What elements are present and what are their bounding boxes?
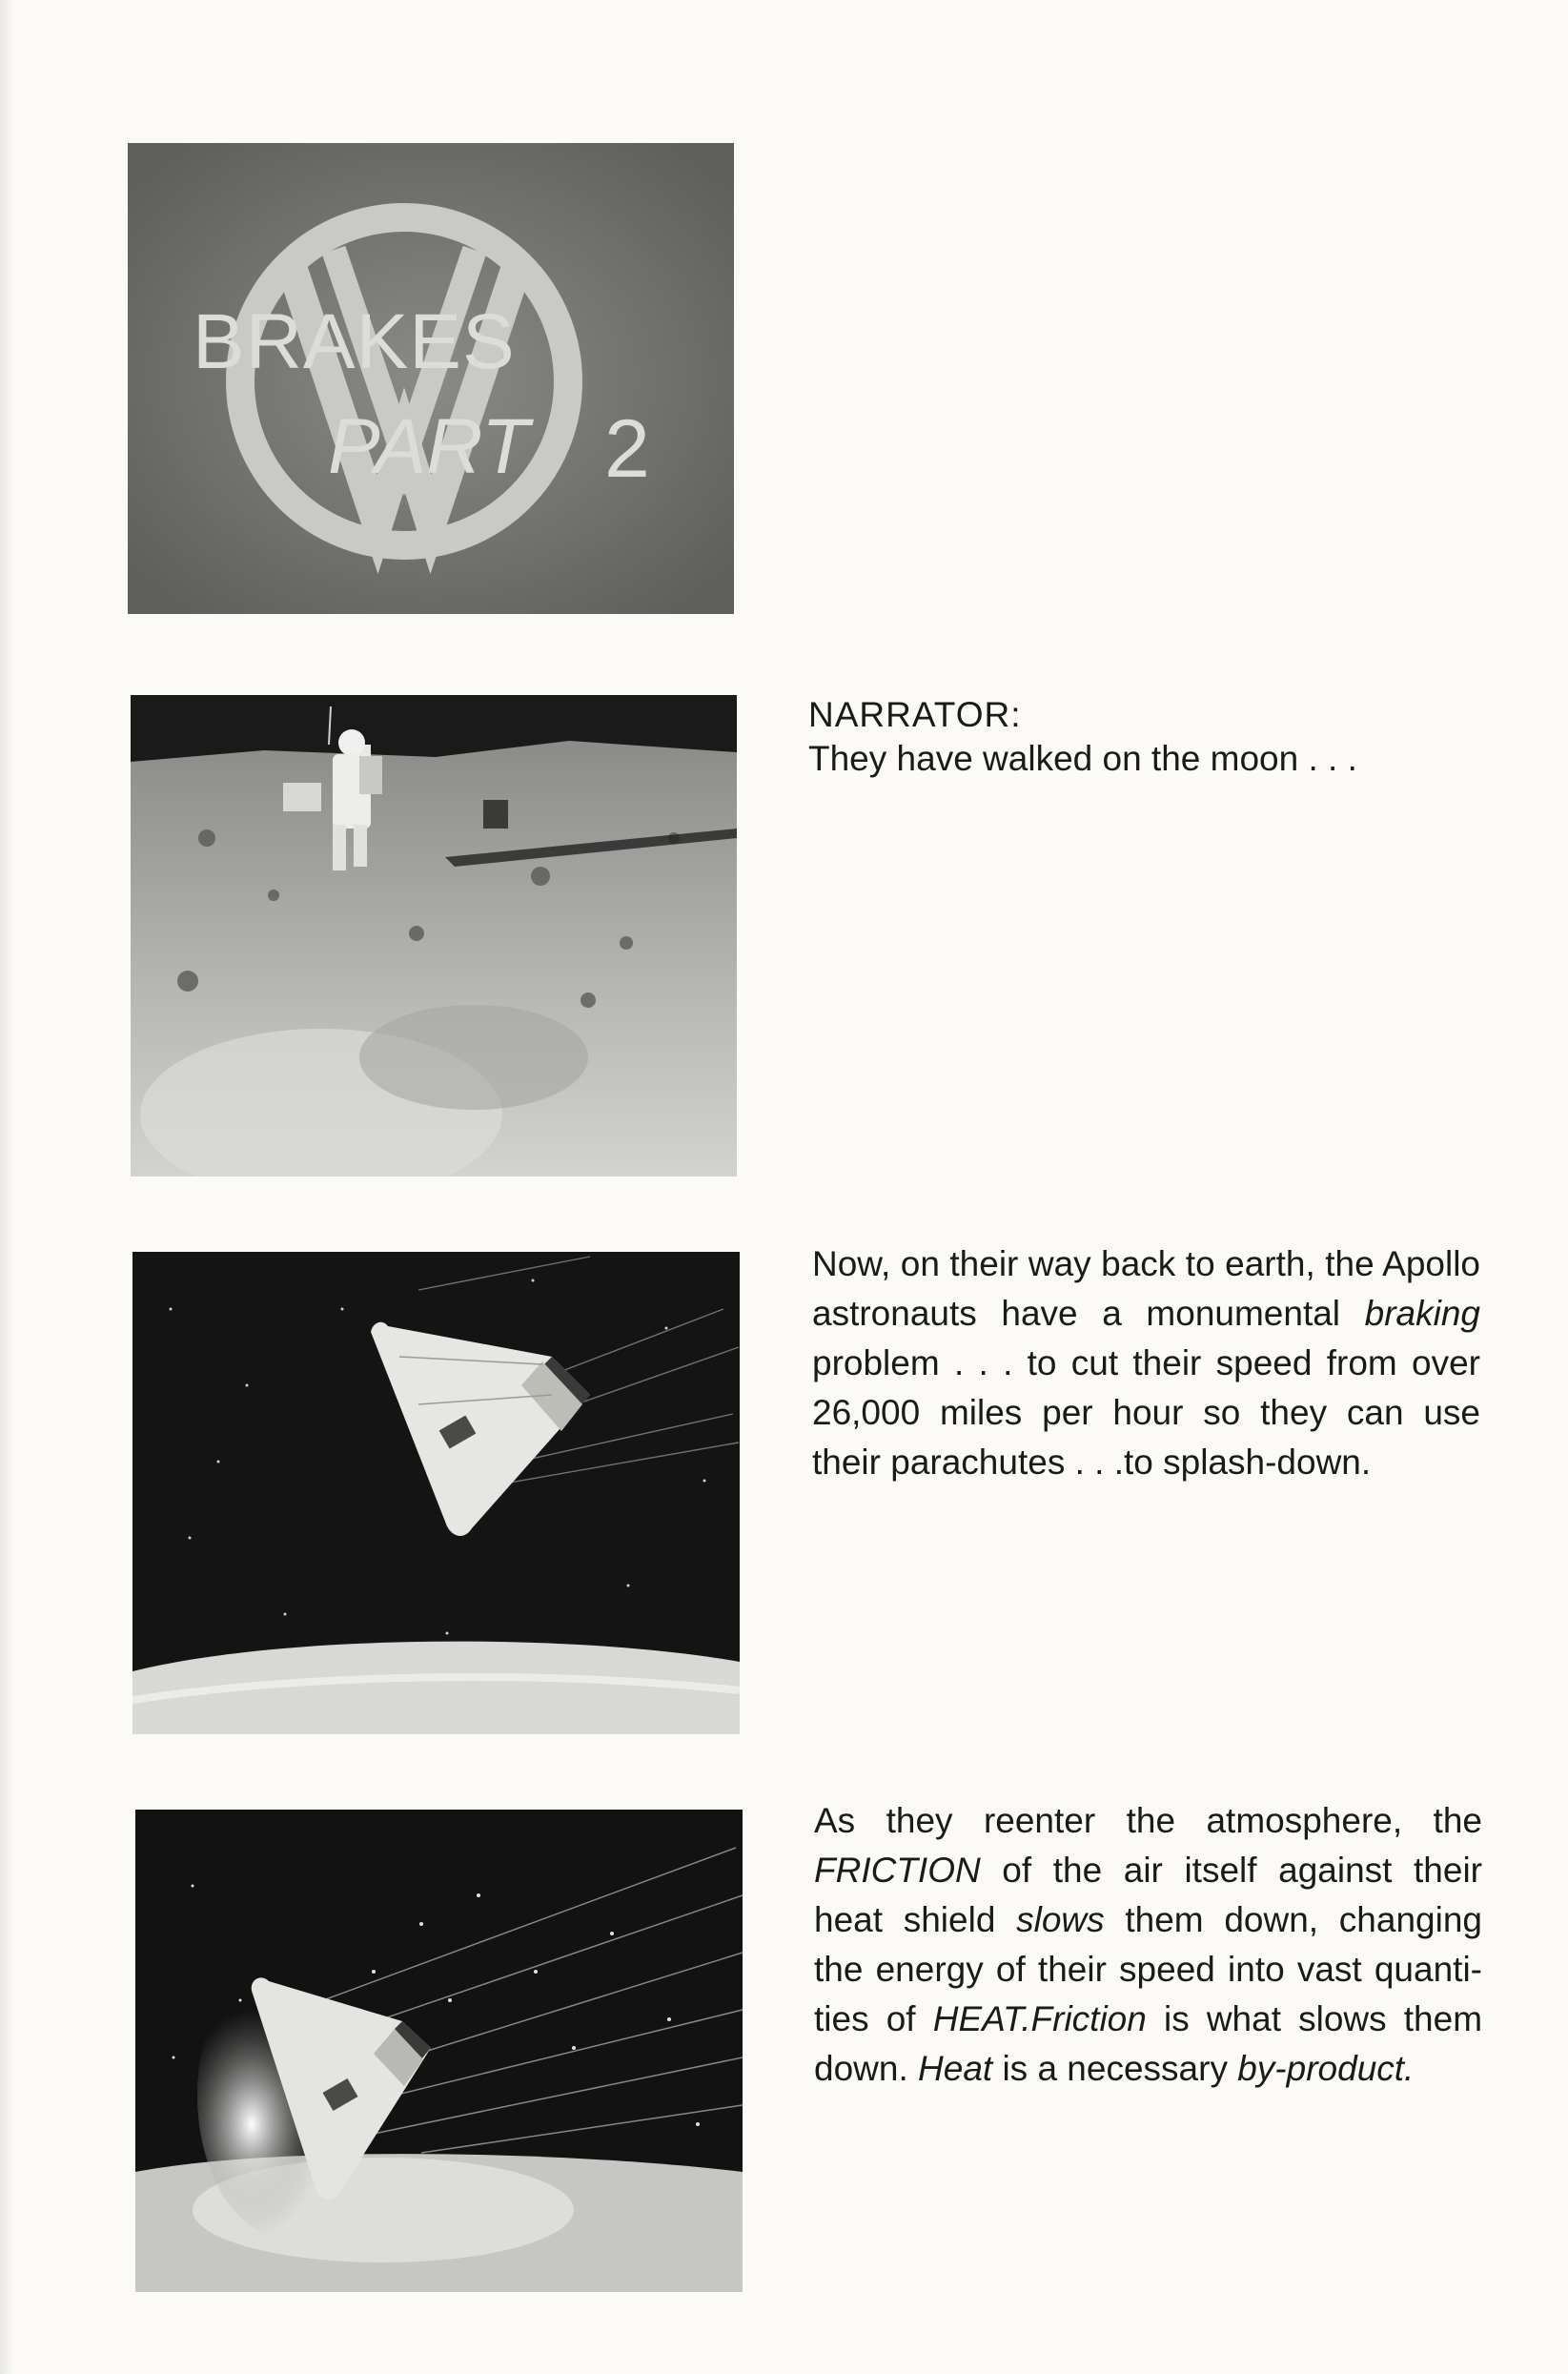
reentry-frame-illustration — [135, 1810, 743, 2292]
friction-text-5: is a necessary — [1002, 2049, 1228, 2088]
friction-em-friction: FRICTION — [814, 1851, 981, 1890]
moon-caption: They have walked on the moon . . . — [808, 739, 1357, 778]
reentry-text-2: problem . . . to cut their speed from over 26,000 miles per hour so they can use their parachutes . . .to splash-down. — [812, 1343, 1480, 1482]
reentry-text-1: Now, on their way back to earth, the Apollo astronauts have a monumental — [812, 1244, 1480, 1333]
friction-caption — [814, 1796, 1482, 2094]
reentry-frame — [135, 1810, 743, 2292]
reentry-caption — [812, 1239, 1480, 1487]
title-frame — [128, 143, 734, 614]
friction-text-2: of the air itself against their heat shield — [814, 1851, 1482, 1939]
title-line2: PART — [328, 403, 530, 490]
reentry-em-braking: braking — [1364, 1294, 1481, 1333]
moon-frame — [131, 695, 737, 1177]
friction-em-slows: slows — [1016, 1900, 1105, 1939]
capsule-frame — [132, 1252, 740, 1734]
friction-em-heat-friction: HEAT.Friction — [932, 1999, 1147, 2038]
title-number: 2 — [604, 403, 650, 495]
moon-frame-illustration — [131, 695, 737, 1177]
title-line1: BRAKES — [193, 298, 516, 385]
friction-em-heat: Heat — [918, 2049, 993, 2088]
friction-text-1: As they reenter the atmosphere, the — [814, 1801, 1482, 1840]
friction-text-3: them down, changing the energy of their speed into vast quanti-ties of — [814, 1900, 1482, 2038]
capsule-frame-illustration — [132, 1252, 740, 1734]
page-fold-shadow — [0, 0, 13, 2374]
title-frame-illustration — [128, 143, 734, 614]
friction-em-byproduct: by-product. — [1237, 2049, 1415, 2088]
friction-text-4: is what slows them down. — [814, 1999, 1483, 2088]
narrator-label: NARRATOR: — [808, 695, 1022, 734]
